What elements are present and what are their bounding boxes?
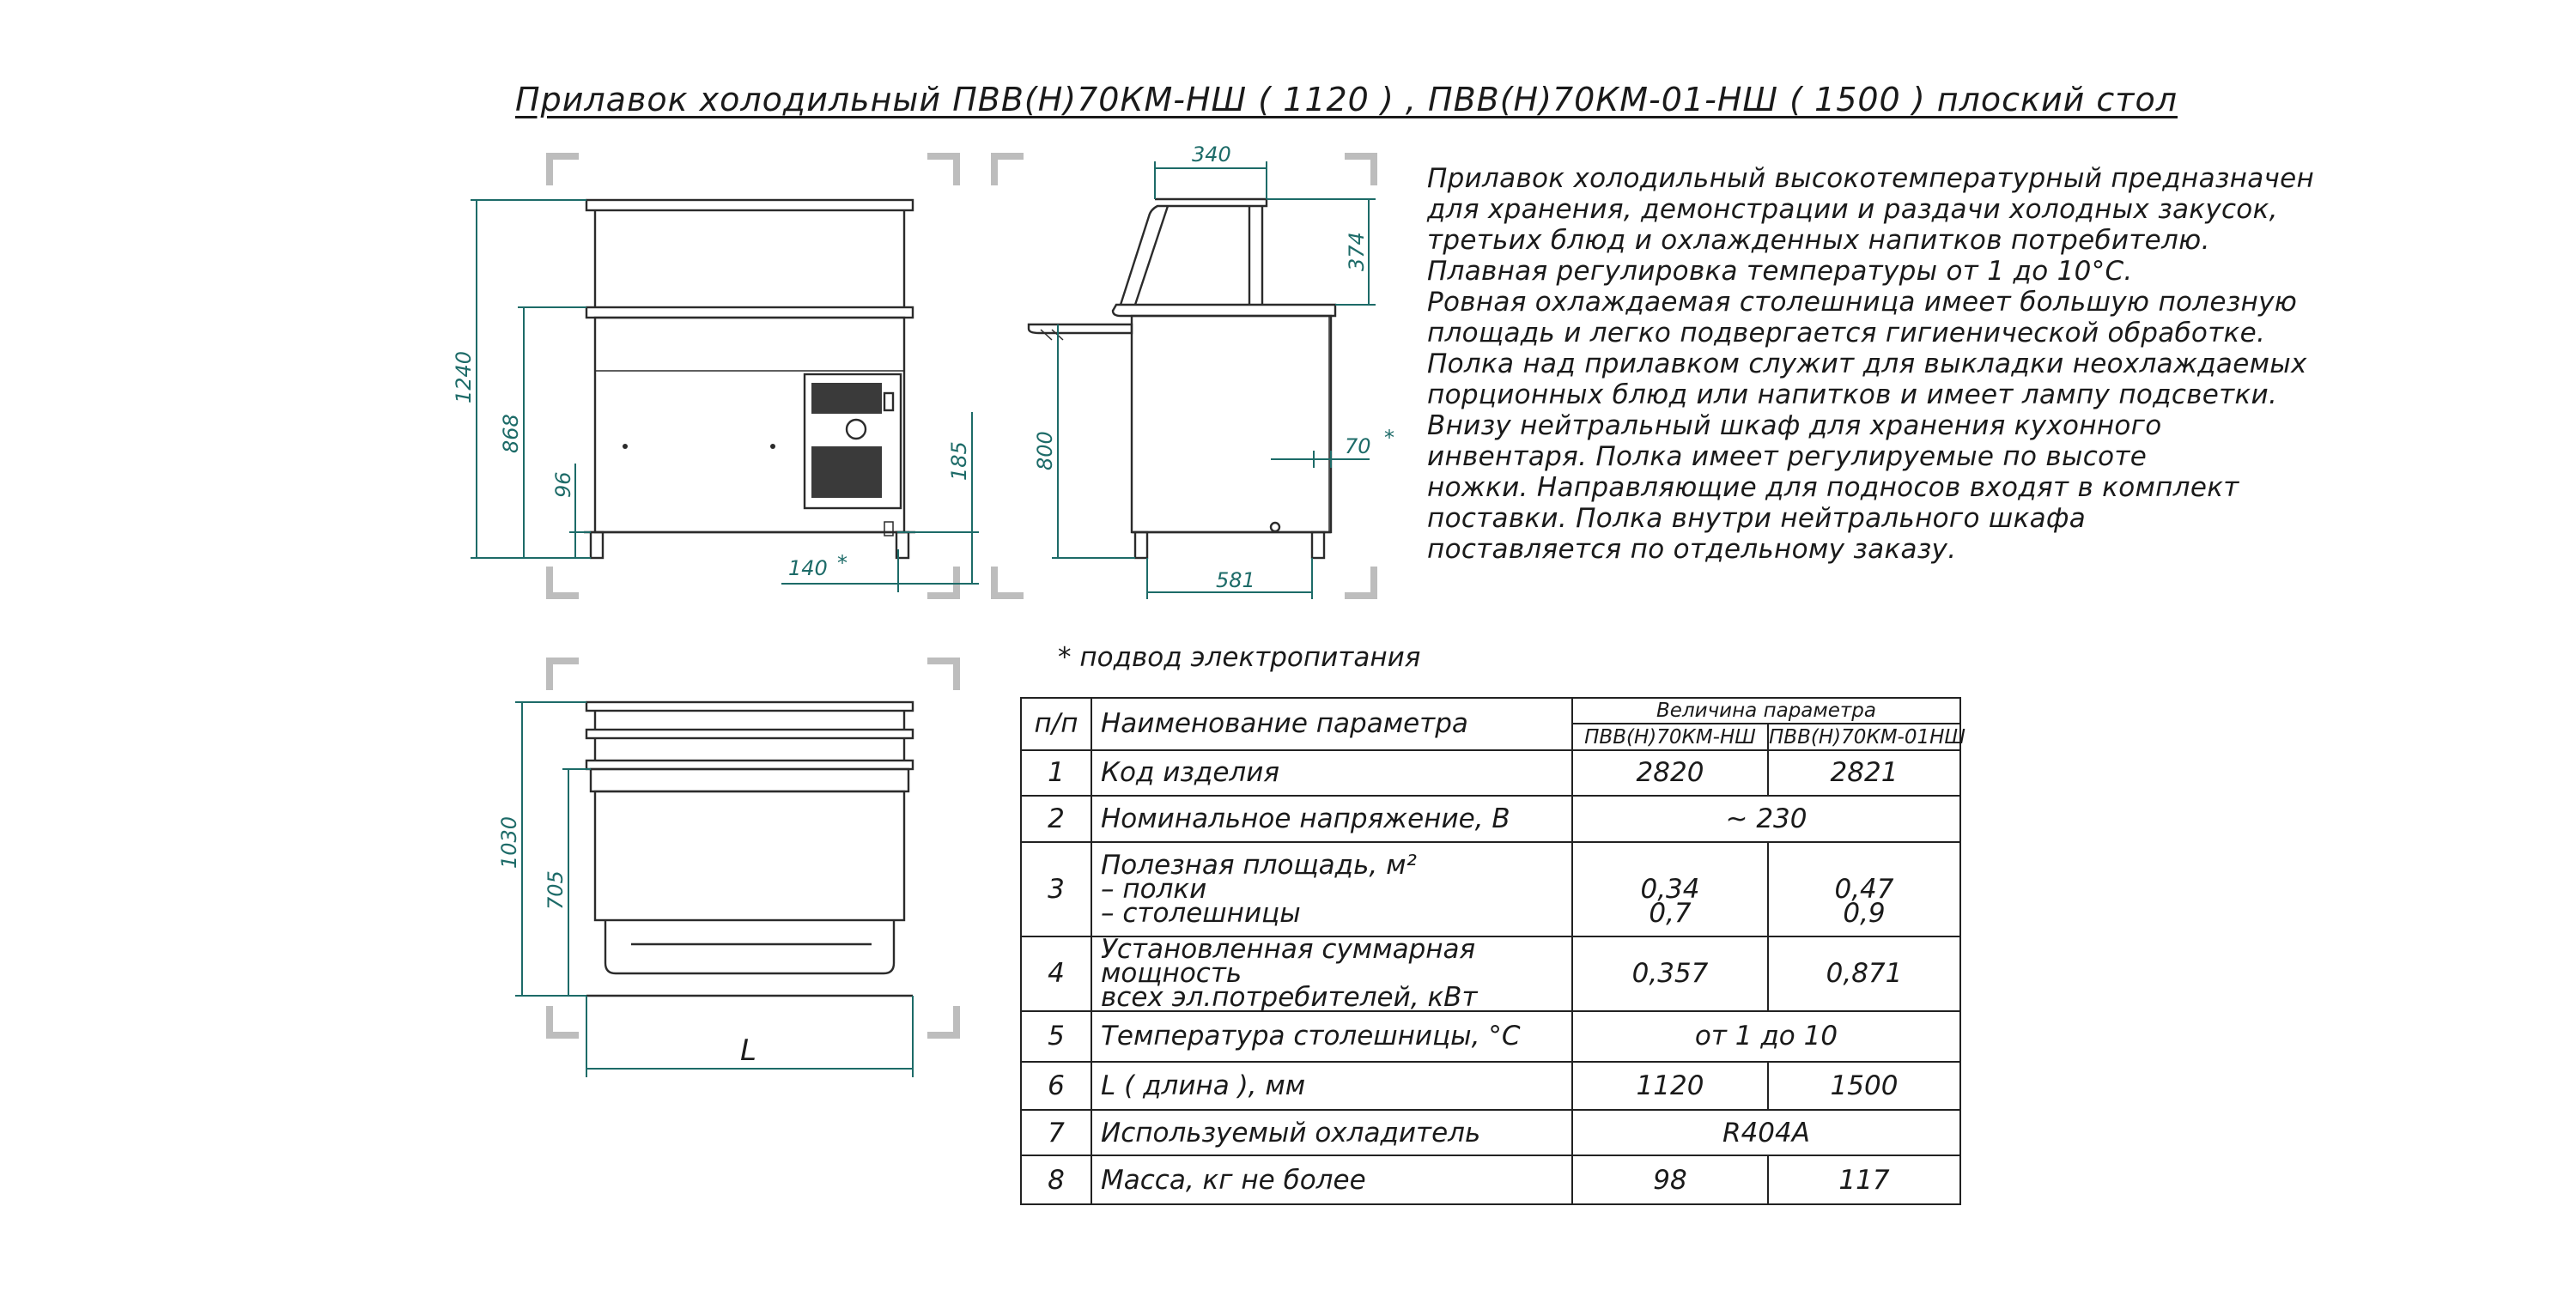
length-label: L bbox=[740, 1033, 756, 1068]
thermostat-knob bbox=[847, 420, 866, 439]
row-value-line: 0,9 bbox=[1843, 897, 1886, 929]
row-name bbox=[1091, 934, 1572, 1014]
top-shelf-edge bbox=[586, 730, 913, 738]
row-num: 6 bbox=[1021, 1062, 1091, 1111]
vent-grill bbox=[811, 383, 882, 414]
table-row bbox=[1021, 842, 1960, 936]
row-value-b: 1500 bbox=[1768, 1062, 1960, 1111]
description-line: инвентаря. Полка имеет регулируемые по высоте bbox=[1427, 441, 2148, 472]
front-view-frame bbox=[550, 156, 957, 596]
row-value-a: 98 bbox=[1572, 1155, 1768, 1204]
header-model-b: ПВВ(Н)70КМ-01НШ bbox=[1768, 724, 1960, 749]
row-num: 7 bbox=[1021, 1110, 1091, 1155]
header-model-a: ПВВ(Н)70КМ-НШ bbox=[1572, 724, 1768, 749]
row-name-line: всех эл.потребителей, кВт bbox=[1101, 982, 1478, 1014]
row-value-b bbox=[1768, 842, 1960, 936]
power-mark: * bbox=[837, 551, 848, 575]
table-row bbox=[1021, 1155, 1960, 1204]
row-value-b: 0,871 bbox=[1768, 936, 1960, 1011]
leg bbox=[591, 532, 603, 558]
row-name: L ( длина ), мм bbox=[1091, 1062, 1572, 1111]
dim-96: 96 bbox=[551, 471, 575, 498]
description-line: Ровная охлаждаемая столешница имеет большую полезную bbox=[1427, 287, 2298, 318]
front-body bbox=[595, 318, 904, 532]
side-body bbox=[1132, 316, 1331, 532]
row-num: 8 bbox=[1021, 1155, 1091, 1204]
row-name: Используемый охладитель bbox=[1091, 1110, 1572, 1155]
row-num: 2 bbox=[1021, 796, 1091, 843]
row-num: 3 bbox=[1021, 842, 1091, 936]
spec-table bbox=[1020, 697, 1965, 1205]
header-name: Наименование параметра bbox=[1091, 698, 1572, 750]
row-value-a bbox=[1572, 842, 1768, 936]
row-name bbox=[1091, 842, 1572, 936]
table-row bbox=[1021, 1062, 1960, 1111]
row-name-line: – полки bbox=[1101, 873, 1207, 905]
description-line: для хранения, демонстрации и раздачи холодных закусок, bbox=[1427, 194, 2278, 225]
row-name: Номинальное напряжение, В bbox=[1091, 796, 1572, 843]
row-value-a: 1120 bbox=[1572, 1062, 1768, 1111]
row-num: 1 bbox=[1021, 750, 1091, 796]
row-num: 4 bbox=[1021, 936, 1091, 1011]
leg bbox=[1312, 532, 1324, 558]
row-value-b: 117 bbox=[1768, 1155, 1960, 1204]
row-value-merged: R404A bbox=[1572, 1110, 1960, 1155]
description-line: площадь и легко подвергается гигиенической обработке. bbox=[1427, 318, 2266, 348]
description-line: поставляется по отдельному заказу. bbox=[1427, 534, 1957, 565]
table-row bbox=[1021, 1011, 1960, 1062]
power-mark: * bbox=[1384, 426, 1394, 450]
description-line: третьих блюд и охлажденных напитков потребителю. bbox=[1427, 225, 2210, 256]
top-view bbox=[497, 661, 957, 1077]
leg bbox=[1135, 532, 1147, 558]
dim-185: 185 bbox=[947, 441, 971, 481]
row-name-line: Установленная суммарная мощность bbox=[1101, 934, 1476, 990]
front-worktop bbox=[586, 307, 913, 318]
description-line: порционных блюд или напитков и имеет лампу подсветки. bbox=[1427, 379, 2278, 410]
table-row bbox=[1021, 936, 1960, 1011]
description-line: Внизу нейтральный шкаф для хранения кухонного bbox=[1427, 410, 2162, 441]
top-body bbox=[595, 791, 904, 920]
dim-140: 140 bbox=[788, 556, 828, 580]
top-shelf-edge bbox=[586, 761, 913, 769]
dim-340: 340 bbox=[1192, 142, 1231, 167]
dim-705: 705 bbox=[544, 870, 568, 910]
description-line: Плавная регулировка температуры от 1 до 10°С. bbox=[1427, 256, 2133, 287]
row-name: Температура столешницы, °С bbox=[1091, 1011, 1572, 1062]
tray-rail bbox=[605, 920, 894, 973]
row-value-a: 0,357 bbox=[1572, 936, 1768, 1011]
dim-581: 581 bbox=[1216, 568, 1255, 592]
front-shelf bbox=[586, 200, 913, 210]
description-line: ножки. Направляющие для подносов входят в комплект bbox=[1427, 472, 2239, 503]
table-row bbox=[1021, 1110, 1960, 1155]
description-line: поставки. Полка внутри нейтрального шкафа bbox=[1427, 503, 2087, 534]
tray-rail bbox=[1029, 324, 1132, 333]
row-value-line: 0,34 bbox=[1640, 873, 1700, 905]
table-row bbox=[1021, 750, 1960, 796]
table-row bbox=[1021, 796, 1960, 843]
row-name-line: – столешницы bbox=[1101, 897, 1301, 929]
row-num: 5 bbox=[1021, 1011, 1091, 1062]
top-worktop bbox=[591, 769, 908, 791]
row-name: Код изделия bbox=[1091, 750, 1572, 796]
dim-70: 70 bbox=[1345, 434, 1371, 458]
header-num: п/п bbox=[1021, 698, 1091, 750]
side-view-frame bbox=[994, 156, 1374, 596]
description-line: Прилавок холодильный высокотемпературный предназначен bbox=[1427, 163, 2315, 194]
drawing-title: Прилавок холодильный ПВВ(Н)70КМ-НШ ( 1120 ) , ПВВ(Н)70КМ-01-НШ ( 1500 ) плоский стол bbox=[515, 81, 2178, 118]
row-value-line: 0,7 bbox=[1649, 897, 1692, 929]
row-value-line: 0,47 bbox=[1834, 873, 1894, 905]
table-header-row bbox=[1021, 698, 1960, 724]
dim-868: 868 bbox=[499, 414, 523, 453]
vent-grill bbox=[811, 446, 882, 498]
side-shelf bbox=[1121, 199, 1267, 305]
header-group: Величина параметра bbox=[1572, 698, 1960, 724]
row-value-merged: от 1 до 10 bbox=[1572, 1011, 1960, 1062]
dim-1240: 1240 bbox=[452, 350, 476, 403]
dim-800: 800 bbox=[1033, 431, 1057, 470]
top-shelf-edge bbox=[586, 702, 913, 711]
top-view-frame bbox=[550, 661, 957, 1035]
side-worktop bbox=[1113, 305, 1335, 316]
row-value-b: 2821 bbox=[1768, 750, 1960, 796]
dim-1030: 1030 bbox=[497, 815, 521, 869]
row-value-a: 2820 bbox=[1572, 750, 1768, 796]
description-line: Полка над прилавком служит для выкладки неохлаждаемых bbox=[1427, 348, 2307, 379]
row-value-merged: ~ 230 bbox=[1572, 796, 1960, 843]
power-footnote: * подвод электропитания bbox=[1058, 642, 1421, 673]
front-view bbox=[452, 156, 979, 596]
side-view bbox=[994, 142, 1394, 599]
row-name-line: Полезная площадь, м² bbox=[1101, 849, 1417, 881]
row-name: Масса, кг не более bbox=[1091, 1155, 1572, 1204]
dim-374: 374 bbox=[1345, 232, 1369, 271]
